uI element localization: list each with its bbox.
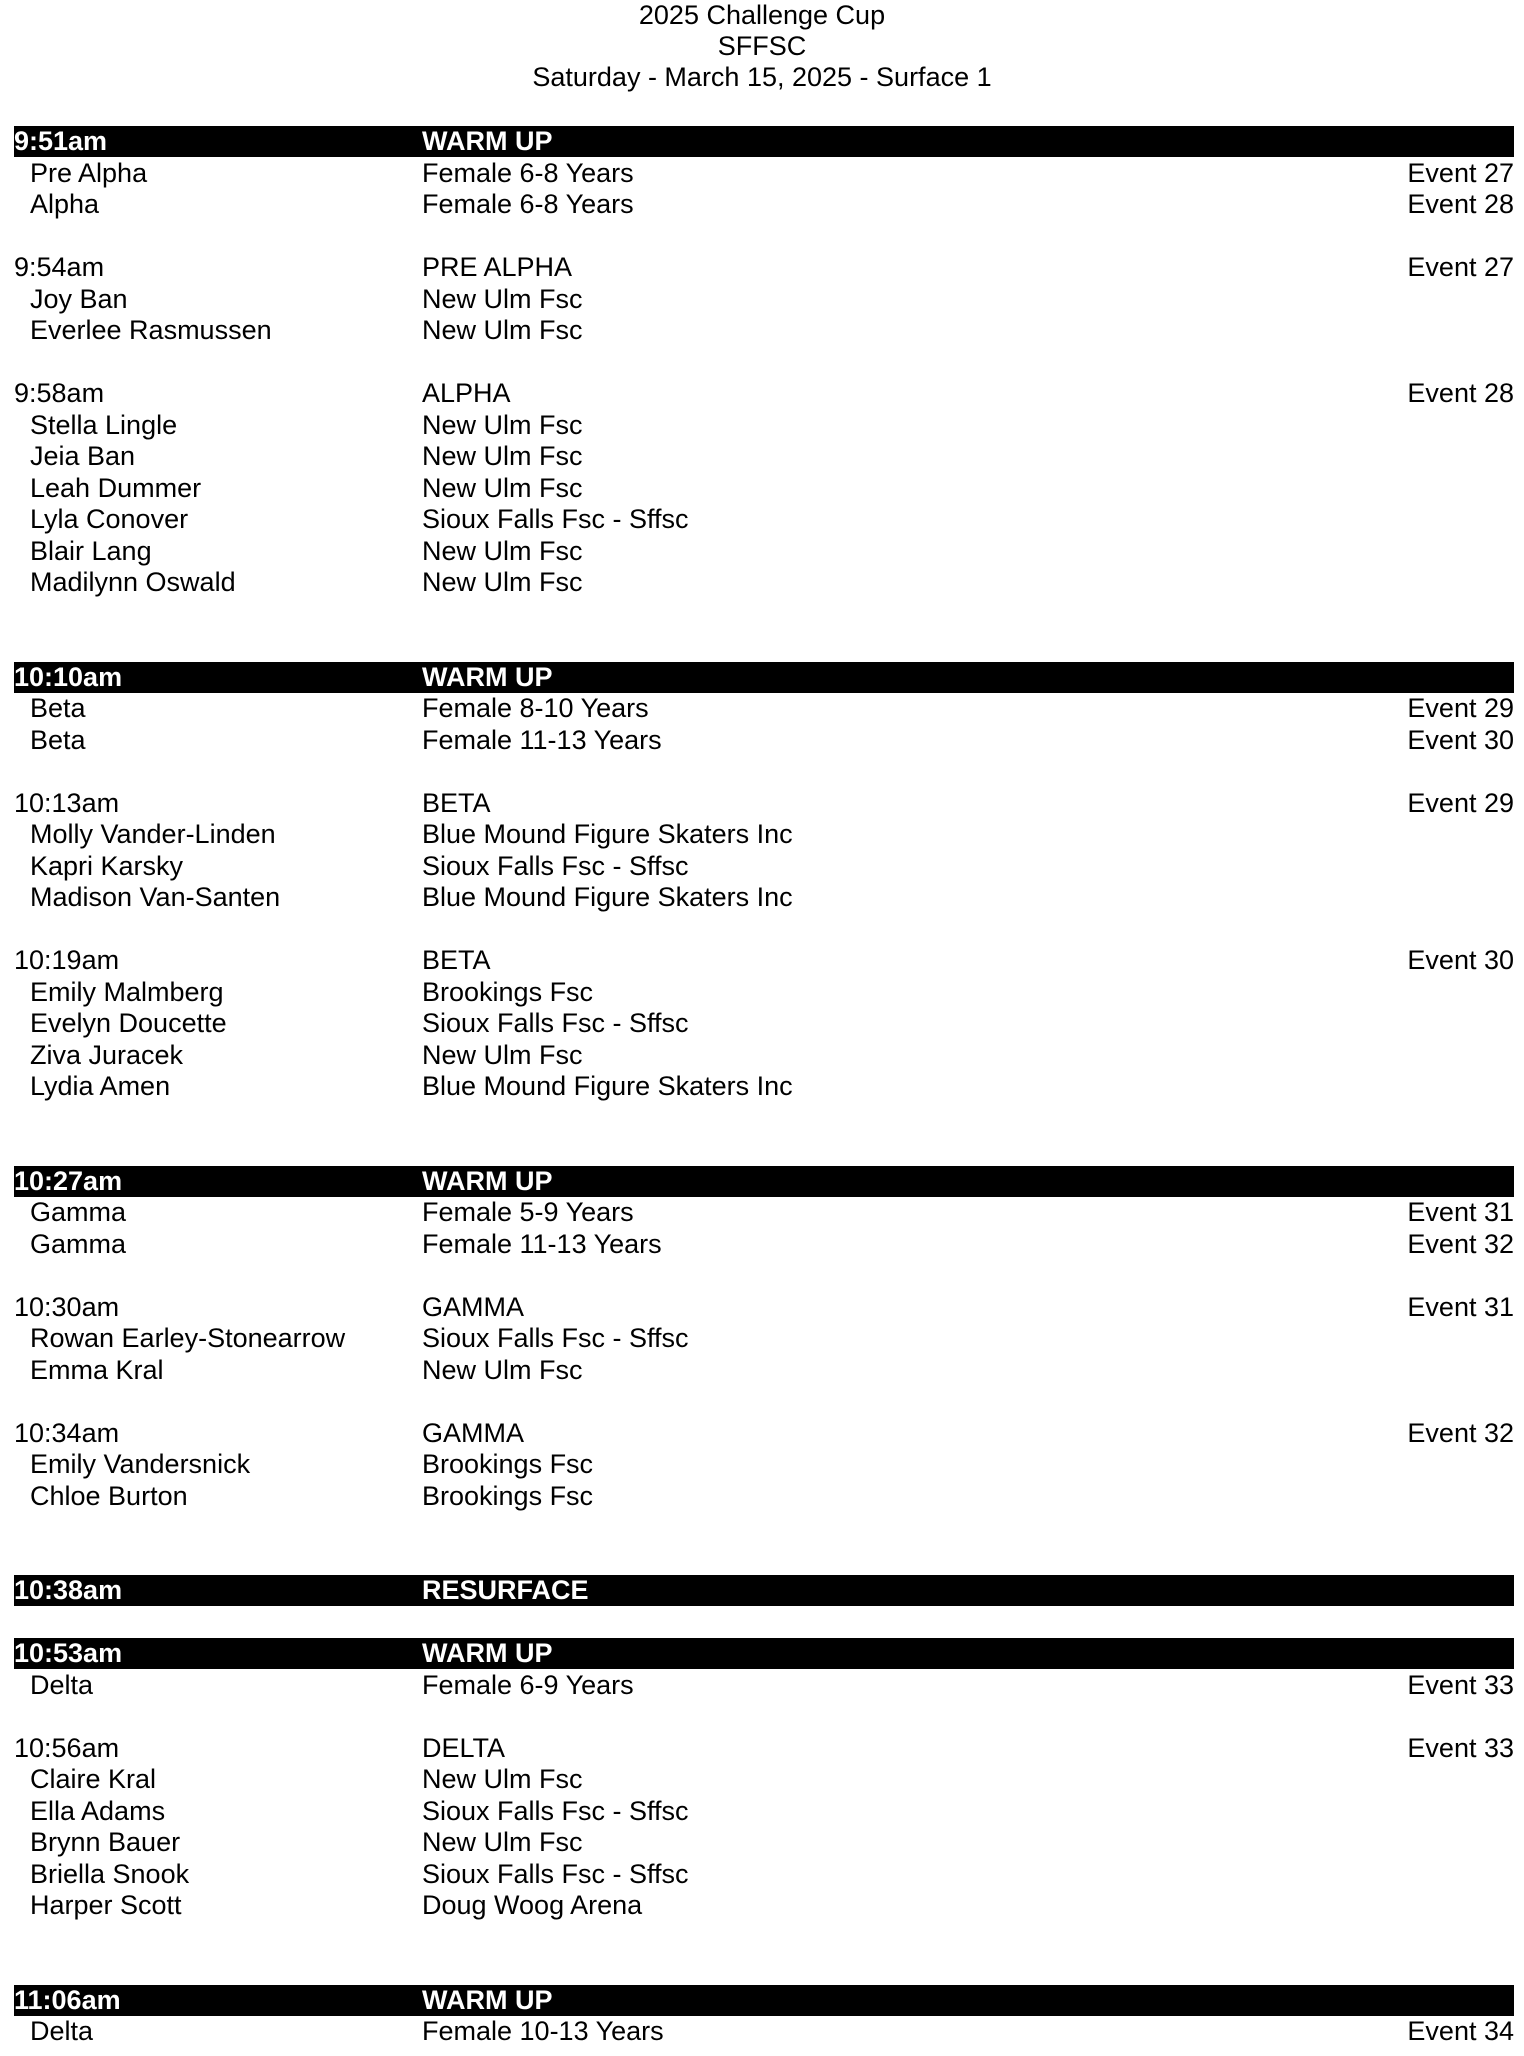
session-header-bar (14, 1166, 1514, 1197)
session-time: 10:10am (14, 662, 123, 692)
club-or-division: New Ulm Fsc (422, 1764, 583, 1794)
club-or-division: Sioux Falls Fsc - Sffsc (422, 1323, 689, 1353)
event-time-row (14, 1418, 1514, 1449)
event-number: Event 28 (1407, 378, 1514, 408)
club-or-division: Female 11-13 Years (422, 725, 662, 755)
event-number: Event 32 (1407, 1418, 1514, 1448)
skater-row (14, 158, 1514, 189)
skater-or-level-name: Madison Van-Santen (30, 882, 281, 912)
skater-or-level-name: Madilynn Oswald (30, 567, 236, 597)
event-level: PRE ALPHA (422, 252, 573, 282)
skater-row (14, 1670, 1514, 1701)
club-or-division: Brookings Fsc (422, 977, 594, 1007)
club-or-division: Female 10-13 Years (422, 2016, 664, 2046)
club-or-division: New Ulm Fsc (422, 410, 583, 440)
club-or-division: Brookings Fsc (422, 1481, 594, 1511)
date-surface-line: Saturday - March 15, 2025 - Surface 1 (532, 62, 992, 92)
skater-or-level-name: Beta (30, 693, 86, 723)
skater-or-level-name: Emily Vandersnick (30, 1449, 251, 1479)
club-or-division: Sioux Falls Fsc - Sffsc (422, 1796, 689, 1826)
event-time-row (14, 1733, 1514, 1764)
skater-or-level-name: Joy Ban (30, 284, 128, 314)
skater-or-level-name: Molly Vander-Linden (30, 819, 276, 849)
skater-or-level-name: Harper Scott (30, 1890, 182, 1920)
skater-or-level-name: Blair Lang (30, 536, 152, 566)
club-or-division: New Ulm Fsc (422, 1040, 583, 1070)
skater-row (14, 536, 1514, 567)
skater-row (14, 1827, 1514, 1858)
club-or-division: Female 6-9 Years (422, 1670, 634, 1700)
event-number: Event 33 (1407, 1733, 1514, 1763)
event-number: Event 31 (1407, 1197, 1514, 1227)
club-or-division: Sioux Falls Fsc - Sffsc (422, 1859, 689, 1889)
skater-or-level-name: Emily Malmberg (30, 977, 224, 1007)
club-or-division: Brookings Fsc (422, 1449, 594, 1479)
event-number: Event 30 (1407, 725, 1514, 755)
club-or-division: Sioux Falls Fsc - Sffsc (422, 504, 689, 534)
skater-row (14, 315, 1514, 346)
event-level: BETA (422, 788, 491, 818)
skater-row (14, 1323, 1514, 1354)
club-or-division: Blue Mound Figure Skaters Inc (422, 819, 793, 849)
club-or-division: New Ulm Fsc (422, 315, 583, 345)
skater-or-level-name: Claire Kral (30, 1764, 157, 1794)
club-or-division: New Ulm Fsc (422, 567, 583, 597)
skater-or-level-name: Emma Kral (30, 1355, 164, 1385)
club-or-division: Sioux Falls Fsc - Sffsc (422, 1008, 689, 1038)
skater-row (14, 1481, 1514, 1512)
skater-row (14, 882, 1514, 913)
skater-row (14, 567, 1514, 598)
session-header-bar (14, 662, 1514, 693)
skater-or-level-name: Delta (30, 1670, 94, 1700)
session-label: RESURFACE (422, 1575, 589, 1605)
event-start-time: 10:56am (14, 1733, 120, 1763)
skater-or-level-name: Rowan Earley-Stonearrow (30, 1323, 346, 1353)
club-name: SFFSC (717, 31, 807, 61)
club-or-division: New Ulm Fsc (422, 1355, 583, 1385)
skater-or-level-name: Leah Dummer (30, 473, 202, 503)
event-start-time: 10:30am (14, 1292, 120, 1322)
skater-or-level-name: Delta (30, 2016, 94, 2046)
session-header-bar (14, 1638, 1514, 1669)
event-number: Event 31 (1407, 1292, 1514, 1322)
skater-or-level-name: Beta (30, 725, 86, 755)
skater-row (14, 819, 1514, 850)
skater-or-level-name: Kapri Karsky (30, 851, 184, 881)
event-number: Event 27 (1407, 252, 1514, 282)
skater-row (14, 1796, 1514, 1827)
skater-row (14, 851, 1514, 882)
skater-or-level-name: Briella Snook (30, 1859, 190, 1889)
session-header-bar (14, 1575, 1514, 1606)
event-start-time: 9:58am (14, 378, 105, 408)
event-start-time: 9:54am (14, 252, 105, 282)
skater-row (14, 473, 1514, 504)
document-header (0, 0, 1524, 93)
competition-title: 2025 Challenge Cup (638, 0, 886, 30)
skater-or-level-name: Lydia Amen (30, 1071, 171, 1101)
session-label: WARM UP (422, 1166, 553, 1196)
event-level: GAMMA (422, 1418, 525, 1448)
skater-row (14, 410, 1514, 441)
club-or-division: Blue Mound Figure Skaters Inc (422, 1071, 793, 1101)
club-or-division: Female 6-8 Years (422, 189, 634, 219)
club-or-division: New Ulm Fsc (422, 473, 583, 503)
skater-or-level-name: Gamma (30, 1229, 127, 1259)
session-label: WARM UP (422, 126, 553, 156)
club-or-division: Female 5-9 Years (422, 1197, 634, 1227)
event-time-row (14, 378, 1514, 409)
skater-row (14, 504, 1514, 535)
skater-or-level-name: Ziva Juracek (30, 1040, 184, 1070)
session-label: WARM UP (422, 1638, 553, 1668)
session-time: 11:06am (14, 1985, 121, 2015)
session-label: WARM UP (422, 1985, 553, 2015)
session-header-bar (14, 1985, 1514, 2016)
session-time: 10:38am (14, 1575, 123, 1605)
event-number: Event 30 (1407, 945, 1514, 975)
event-time-row (14, 252, 1514, 283)
skater-or-level-name: Chloe Burton (30, 1481, 188, 1511)
club-or-division: New Ulm Fsc (422, 1827, 583, 1857)
event-time-row (14, 788, 1514, 819)
event-level: ALPHA (422, 378, 511, 408)
session-time: 10:27am (14, 1166, 123, 1196)
club-or-division: Female 11-13 Years (422, 1229, 662, 1259)
event-number: Event 29 (1407, 693, 1514, 723)
skater-row (14, 1071, 1514, 1102)
skater-row (14, 725, 1514, 756)
event-number: Event 29 (1407, 788, 1514, 818)
skater-row (14, 1040, 1514, 1071)
club-or-division: New Ulm Fsc (422, 536, 583, 566)
session-time: 10:53am (14, 1638, 123, 1668)
skater-row (14, 1197, 1514, 1228)
club-or-division: New Ulm Fsc (422, 284, 583, 314)
skater-or-level-name: Gamma (30, 1197, 127, 1227)
event-level: BETA (422, 945, 491, 975)
skater-row (14, 284, 1514, 315)
event-start-time: 10:34am (14, 1418, 120, 1448)
skater-row (14, 1449, 1514, 1480)
club-or-division: Doug Woog Arena (422, 1890, 643, 1920)
skater-row (14, 977, 1514, 1008)
event-number: Event 27 (1407, 158, 1514, 188)
skater-or-level-name: Alpha (30, 189, 100, 219)
skater-row (14, 1859, 1514, 1890)
event-number: Event 32 (1407, 1229, 1514, 1259)
club-or-division: Sioux Falls Fsc - Sffsc (422, 851, 689, 881)
club-or-division: New Ulm Fsc (422, 441, 583, 471)
event-time-row (14, 1292, 1514, 1323)
club-or-division: Blue Mound Figure Skaters Inc (422, 882, 793, 912)
skater-or-level-name: Everlee Rasmussen (30, 315, 272, 345)
skater-row (14, 693, 1514, 724)
session-time: 9:51am (14, 126, 108, 156)
skater-or-level-name: Stella Lingle (30, 410, 178, 440)
event-time-row (14, 945, 1514, 976)
session-header-bar (14, 126, 1514, 157)
event-number: Event 28 (1407, 189, 1514, 219)
skater-row (14, 1229, 1514, 1260)
skater-row (14, 1890, 1514, 1921)
event-number: Event 34 (1407, 2016, 1514, 2046)
skater-row (14, 1764, 1514, 1795)
skater-row (14, 2016, 1514, 2047)
skater-or-level-name: Evelyn Doucette (30, 1008, 227, 1038)
club-or-division: Female 8-10 Years (422, 693, 649, 723)
skater-row (14, 441, 1514, 472)
skater-row (14, 189, 1514, 220)
event-level: DELTA (422, 1733, 506, 1763)
club-or-division: Female 6-8 Years (422, 158, 634, 188)
event-start-time: 10:19am (14, 945, 120, 975)
session-label: WARM UP (422, 662, 553, 692)
skater-row (14, 1355, 1514, 1386)
skater-or-level-name: Lyla Conover (30, 504, 189, 534)
skater-row (14, 1008, 1514, 1039)
skater-or-level-name: Brynn Bauer (30, 1827, 181, 1857)
skater-or-level-name: Jeia Ban (30, 441, 136, 471)
event-number: Event 33 (1407, 1670, 1514, 1700)
event-start-time: 10:13am (14, 788, 120, 818)
skater-or-level-name: Ella Adams (30, 1796, 166, 1826)
skater-or-level-name: Pre Alpha (30, 158, 148, 188)
event-level: GAMMA (422, 1292, 525, 1322)
